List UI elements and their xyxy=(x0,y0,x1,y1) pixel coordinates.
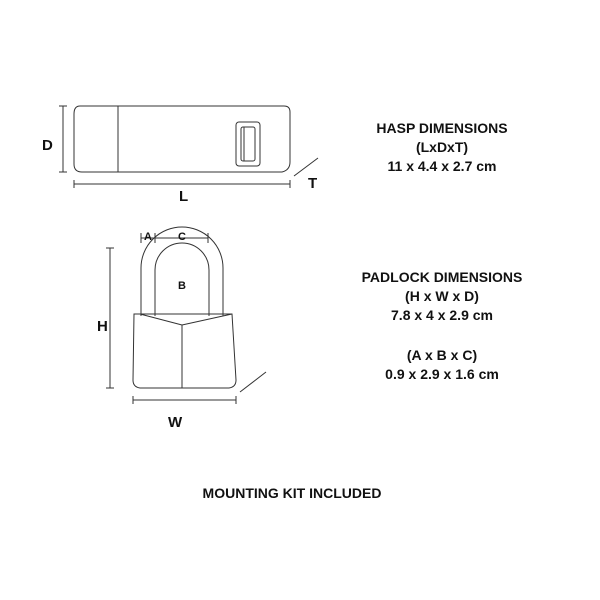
hasp-spec-title: HASP DIMENSIONS xyxy=(376,120,508,136)
hasp-d-dimension xyxy=(59,106,67,172)
padlock-w-dimension xyxy=(133,396,236,404)
padlock-drawing xyxy=(133,227,236,388)
hasp-staple-slot xyxy=(236,122,260,166)
padlock-d-dimension xyxy=(240,372,266,392)
padlock-label-b: B xyxy=(178,280,186,292)
hasp-spec-format: (LxDxT) xyxy=(415,139,469,155)
padlock-spec-title: PADLOCK DIMENSIONS xyxy=(361,269,523,285)
hasp-label-l: L xyxy=(179,188,189,205)
padlock-label-a: A xyxy=(144,231,152,243)
hasp-label-t: T xyxy=(308,175,318,192)
padlock-label-h: H xyxy=(97,318,108,335)
hasp-spec-block xyxy=(332,119,552,176)
padlock-label-w: W xyxy=(168,414,183,431)
hasp-body xyxy=(74,106,290,172)
padlock-spec-block xyxy=(332,268,552,325)
hasp-t-dimension xyxy=(294,158,318,176)
padlock-shackle-values: 0.9 x 2.9 x 1.6 cm xyxy=(385,366,499,382)
hasp-drawing xyxy=(74,106,290,172)
hasp-l-dimension xyxy=(74,180,290,188)
hasp-spec-values: 11 x 4.4 x 2.7 cm xyxy=(387,158,497,174)
padlock-shackle-format: (A x B x C) xyxy=(406,347,478,363)
mounting-kit-note: MOUNTING KIT INCLUDED xyxy=(202,485,382,501)
hasp-label-d: D xyxy=(42,137,53,154)
padlock-body xyxy=(133,314,236,388)
padlock-shackle-spec-block xyxy=(332,346,552,384)
padlock-label-c: C xyxy=(178,231,186,243)
padlock-spec-values: 7.8 x 4 x 2.9 cm xyxy=(391,307,493,323)
padlock-spec-format: (H x W x D) xyxy=(405,288,479,304)
